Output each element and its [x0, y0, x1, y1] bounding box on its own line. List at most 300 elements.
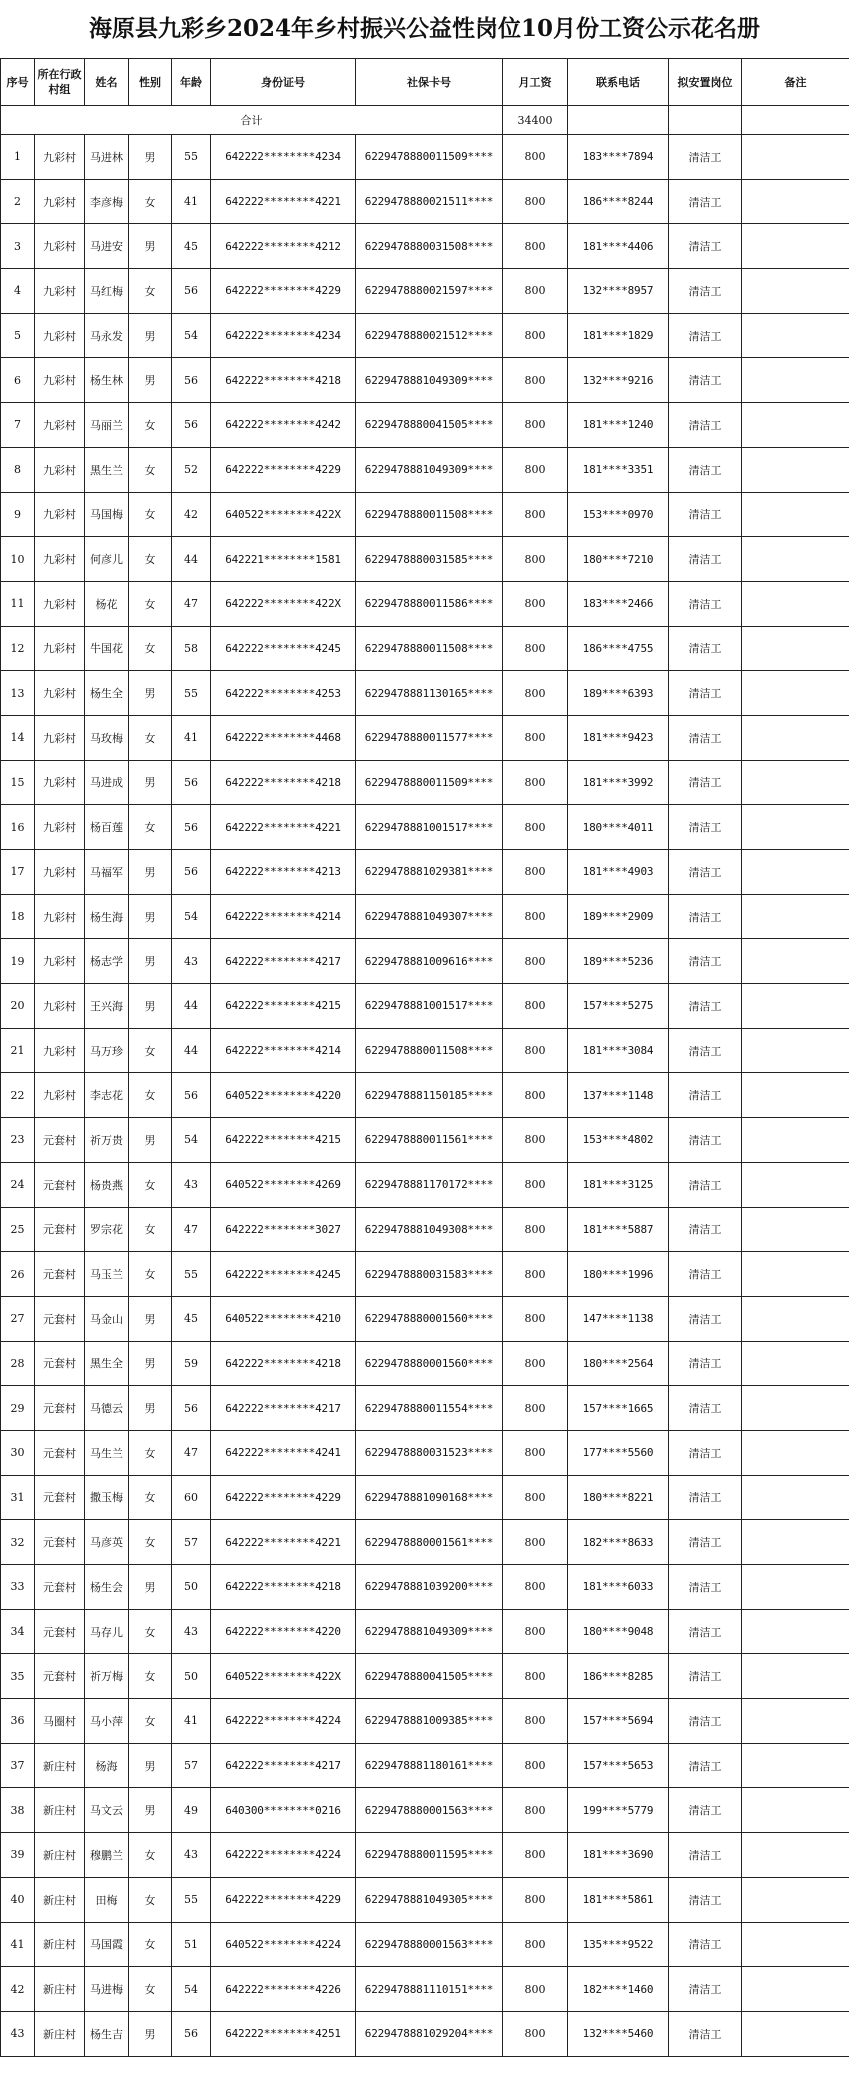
social-card-cell: 6229478880031583**** — [356, 1252, 503, 1297]
name-cell: 马福军 — [85, 850, 129, 895]
age-cell: 56 — [172, 269, 211, 314]
name-cell: 杨花 — [85, 581, 129, 626]
remark-cell — [742, 1118, 849, 1163]
social-card-cell: 6229478881009385**** — [356, 1699, 503, 1744]
age-cell: 54 — [172, 1118, 211, 1163]
id-number-cell: 642222********3027 — [211, 1207, 356, 1252]
index-cell: 30 — [1, 1430, 35, 1475]
summary-label: 合计 — [1, 106, 503, 135]
position-cell: 清洁工 — [669, 135, 742, 180]
id-number-cell: 642222********4245 — [211, 1252, 356, 1297]
village-cell: 九彩村 — [35, 939, 85, 984]
age-cell: 44 — [172, 984, 211, 1029]
remark-cell — [742, 1743, 849, 1788]
roster-table — [0, 58, 849, 2057]
index-cell: 16 — [1, 805, 35, 850]
index-cell: 25 — [1, 1207, 35, 1252]
table-row — [1, 626, 849, 671]
name-cell: 黑生全 — [85, 1341, 129, 1386]
social-card-cell: 6229478881049307**** — [356, 894, 503, 939]
remark-cell — [742, 135, 849, 180]
index-cell: 21 — [1, 1028, 35, 1073]
id-number-cell: 642222********4224 — [211, 1699, 356, 1744]
gender-cell: 女 — [129, 1833, 172, 1878]
village-cell: 元套村 — [35, 1386, 85, 1431]
social-card-cell: 6229478881130165**** — [356, 671, 503, 716]
header-cell: 月工资 — [503, 59, 568, 106]
village-cell: 九彩村 — [35, 1028, 85, 1073]
age-cell: 54 — [172, 313, 211, 358]
salary-cell: 800 — [503, 358, 568, 403]
name-cell: 杨志学 — [85, 939, 129, 984]
village-cell: 九彩村 — [35, 403, 85, 448]
position-cell: 清洁工 — [669, 894, 742, 939]
position-cell: 清洁工 — [669, 1520, 742, 1565]
remark-cell — [742, 224, 849, 269]
social-card-cell: 6229478880011508**** — [356, 626, 503, 671]
id-number-cell: 642222********4217 — [211, 1743, 356, 1788]
social-card-cell: 6229478880011509**** — [356, 760, 503, 805]
remark-cell — [742, 1073, 849, 1118]
position-cell: 清洁工 — [669, 1296, 742, 1341]
index-cell: 7 — [1, 403, 35, 448]
table-row — [1, 715, 849, 760]
remark-cell — [742, 1162, 849, 1207]
position-cell: 清洁工 — [669, 358, 742, 403]
salary-cell: 800 — [503, 1877, 568, 1922]
gender-cell: 男 — [129, 2011, 172, 2056]
name-cell: 祈万梅 — [85, 1654, 129, 1699]
gender-cell: 女 — [129, 581, 172, 626]
salary-cell: 800 — [503, 2011, 568, 2056]
name-cell: 马小萍 — [85, 1699, 129, 1744]
phone-cell: 157****1665 — [568, 1386, 669, 1431]
gender-cell: 女 — [129, 1073, 172, 1118]
table-row — [1, 581, 849, 626]
village-cell: 九彩村 — [35, 805, 85, 850]
gender-cell: 男 — [129, 1296, 172, 1341]
id-number-cell: 642222********4218 — [211, 760, 356, 805]
table-row — [1, 1609, 849, 1654]
gender-cell: 女 — [129, 1967, 172, 2012]
id-number-cell: 642222********4468 — [211, 715, 356, 760]
age-cell: 43 — [172, 939, 211, 984]
name-cell: 杨生全 — [85, 671, 129, 716]
position-cell: 清洁工 — [669, 939, 742, 984]
gender-cell: 女 — [129, 1520, 172, 1565]
village-cell: 元套村 — [35, 1565, 85, 1610]
phone-cell: 180****8221 — [568, 1475, 669, 1520]
village-cell: 九彩村 — [35, 447, 85, 492]
gender-cell: 女 — [129, 1162, 172, 1207]
id-number-cell: 640300********0216 — [211, 1788, 356, 1833]
gender-cell: 男 — [129, 984, 172, 1029]
gender-cell: 女 — [129, 1430, 172, 1475]
phone-cell: 181****5887 — [568, 1207, 669, 1252]
position-cell: 清洁工 — [669, 2011, 742, 2056]
table-row — [1, 179, 849, 224]
remark-cell — [742, 313, 849, 358]
remark-cell — [742, 403, 849, 448]
salary-cell: 800 — [503, 492, 568, 537]
name-cell: 马生兰 — [85, 1430, 129, 1475]
position-cell: 清洁工 — [669, 1162, 742, 1207]
position-cell: 清洁工 — [669, 1833, 742, 1878]
gender-cell: 男 — [129, 939, 172, 984]
index-cell: 35 — [1, 1654, 35, 1699]
index-cell: 9 — [1, 492, 35, 537]
village-cell: 九彩村 — [35, 671, 85, 716]
salary-cell: 800 — [503, 1028, 568, 1073]
table-row — [1, 1430, 849, 1475]
position-cell: 清洁工 — [669, 1386, 742, 1431]
social-card-cell: 6229478881049309**** — [356, 447, 503, 492]
name-cell: 李志花 — [85, 1073, 129, 1118]
id-number-cell: 642222********4215 — [211, 1118, 356, 1163]
salary-cell: 800 — [503, 135, 568, 180]
name-cell: 杨生林 — [85, 358, 129, 403]
age-cell: 56 — [172, 1386, 211, 1431]
table-row — [1, 1922, 849, 1967]
name-cell: 杨生会 — [85, 1565, 129, 1610]
age-cell: 55 — [172, 671, 211, 716]
id-number-cell: 642222********4217 — [211, 939, 356, 984]
gender-cell: 男 — [129, 224, 172, 269]
social-card-cell: 6229478880001563**** — [356, 1788, 503, 1833]
age-cell: 50 — [172, 1654, 211, 1699]
village-cell: 元套村 — [35, 1475, 85, 1520]
remark-cell — [742, 492, 849, 537]
summary-empty — [742, 106, 849, 135]
phone-cell: 153****0970 — [568, 492, 669, 537]
table-row — [1, 2011, 849, 2056]
table-row — [1, 1520, 849, 1565]
remark-cell — [742, 1386, 849, 1431]
name-cell: 杨生吉 — [85, 2011, 129, 2056]
phone-cell: 183****2466 — [568, 581, 669, 626]
position-cell: 清洁工 — [669, 1207, 742, 1252]
village-cell: 新庄村 — [35, 1788, 85, 1833]
id-number-cell: 642222********4234 — [211, 135, 356, 180]
id-number-cell: 640522********4269 — [211, 1162, 356, 1207]
gender-cell: 女 — [129, 715, 172, 760]
table-row — [1, 1118, 849, 1163]
salary-cell: 800 — [503, 760, 568, 805]
name-cell: 马玉兰 — [85, 1252, 129, 1297]
phone-cell: 181****9423 — [568, 715, 669, 760]
salary-cell: 800 — [503, 1430, 568, 1475]
name-cell: 马进安 — [85, 224, 129, 269]
position-cell: 清洁工 — [669, 760, 742, 805]
phone-cell: 181****3351 — [568, 447, 669, 492]
village-cell: 新庄村 — [35, 1743, 85, 1788]
position-cell: 清洁工 — [669, 1430, 742, 1475]
village-cell: 九彩村 — [35, 537, 85, 582]
index-cell: 32 — [1, 1520, 35, 1565]
name-cell: 马存儿 — [85, 1609, 129, 1654]
age-cell: 45 — [172, 1296, 211, 1341]
phone-cell: 180****4011 — [568, 805, 669, 850]
phone-cell: 135****9522 — [568, 1922, 669, 1967]
id-number-cell: 642222********4229 — [211, 447, 356, 492]
id-number-cell: 642222********4251 — [211, 2011, 356, 2056]
phone-cell: 132****8957 — [568, 269, 669, 314]
gender-cell: 男 — [129, 358, 172, 403]
phone-cell: 147****1138 — [568, 1296, 669, 1341]
village-cell: 元套村 — [35, 1654, 85, 1699]
position-cell: 清洁工 — [669, 1922, 742, 1967]
gender-cell: 男 — [129, 1118, 172, 1163]
table-row — [1, 358, 849, 403]
salary-cell: 800 — [503, 224, 568, 269]
remark-cell — [742, 1877, 849, 1922]
gender-cell: 女 — [129, 492, 172, 537]
salary-cell: 800 — [503, 269, 568, 314]
name-cell: 黑生兰 — [85, 447, 129, 492]
name-cell: 杨百莲 — [85, 805, 129, 850]
position-cell: 清洁工 — [669, 984, 742, 1029]
header-cell: 序号 — [1, 59, 35, 106]
remark-cell — [742, 1296, 849, 1341]
gender-cell: 男 — [129, 1565, 172, 1610]
position-cell: 清洁工 — [669, 850, 742, 895]
name-cell: 何彦儿 — [85, 537, 129, 582]
village-cell: 新庄村 — [35, 1877, 85, 1922]
social-card-cell: 6229478880031508**** — [356, 224, 503, 269]
phone-cell: 181****6033 — [568, 1565, 669, 1610]
village-cell: 九彩村 — [35, 492, 85, 537]
phone-cell: 182****1460 — [568, 1967, 669, 2012]
table-row — [1, 984, 849, 1029]
id-number-cell: 642222********4217 — [211, 1386, 356, 1431]
gender-cell: 女 — [129, 537, 172, 582]
position-cell: 清洁工 — [669, 224, 742, 269]
id-number-cell: 642222********4218 — [211, 1565, 356, 1610]
position-cell: 清洁工 — [669, 626, 742, 671]
phone-cell: 180****1996 — [568, 1252, 669, 1297]
id-number-cell: 642222********422X — [211, 581, 356, 626]
phone-cell: 137****1148 — [568, 1073, 669, 1118]
phone-cell: 181****1240 — [568, 403, 669, 448]
salary-cell: 800 — [503, 1073, 568, 1118]
table-row — [1, 1654, 849, 1699]
index-cell: 2 — [1, 179, 35, 224]
social-card-cell: 6229478881049309**** — [356, 358, 503, 403]
index-cell: 24 — [1, 1162, 35, 1207]
id-number-cell: 642222********4218 — [211, 358, 356, 403]
table-row — [1, 313, 849, 358]
index-cell: 12 — [1, 626, 35, 671]
index-cell: 22 — [1, 1073, 35, 1118]
table-row — [1, 1296, 849, 1341]
table-row — [1, 671, 849, 716]
village-cell: 九彩村 — [35, 984, 85, 1029]
social-card-cell: 6229478880041505**** — [356, 403, 503, 448]
village-cell: 马圈村 — [35, 1699, 85, 1744]
age-cell: 50 — [172, 1565, 211, 1610]
index-cell: 41 — [1, 1922, 35, 1967]
social-card-cell: 6229478881039200**** — [356, 1565, 503, 1610]
salary-cell: 800 — [503, 1520, 568, 1565]
phone-cell: 157****5275 — [568, 984, 669, 1029]
id-number-cell: 642222********4253 — [211, 671, 356, 716]
remark-cell — [742, 850, 849, 895]
table-row — [1, 1162, 849, 1207]
phone-cell: 157****5653 — [568, 1743, 669, 1788]
social-card-cell: 6229478880001560**** — [356, 1341, 503, 1386]
salary-cell: 800 — [503, 984, 568, 1029]
index-cell: 3 — [1, 224, 35, 269]
position-cell: 清洁工 — [669, 1743, 742, 1788]
table-row — [1, 1386, 849, 1431]
index-cell: 39 — [1, 1833, 35, 1878]
age-cell: 49 — [172, 1788, 211, 1833]
roster-body — [1, 135, 849, 2057]
social-card-cell: 6229478881170172**** — [356, 1162, 503, 1207]
table-row — [1, 1743, 849, 1788]
remark-cell — [742, 1475, 849, 1520]
id-number-cell: 640522********4220 — [211, 1073, 356, 1118]
name-cell: 马红梅 — [85, 269, 129, 314]
index-cell: 40 — [1, 1877, 35, 1922]
name-cell: 罗宗花 — [85, 1207, 129, 1252]
phone-cell: 183****7894 — [568, 135, 669, 180]
salary-cell: 800 — [503, 179, 568, 224]
remark-cell — [742, 1341, 849, 1386]
id-number-cell: 642222********4241 — [211, 1430, 356, 1475]
position-cell: 清洁工 — [669, 1699, 742, 1744]
village-cell: 九彩村 — [35, 850, 85, 895]
village-cell: 九彩村 — [35, 269, 85, 314]
gender-cell: 女 — [129, 1475, 172, 1520]
social-card-cell: 6229478881001517**** — [356, 984, 503, 1029]
salary-cell: 800 — [503, 581, 568, 626]
gender-cell: 女 — [129, 447, 172, 492]
header-cell: 性别 — [129, 59, 172, 106]
social-card-cell: 6229478881110151**** — [356, 1967, 503, 2012]
age-cell: 57 — [172, 1743, 211, 1788]
salary-cell: 800 — [503, 1296, 568, 1341]
phone-cell: 186****4755 — [568, 626, 669, 671]
phone-cell: 153****4802 — [568, 1118, 669, 1163]
index-cell: 42 — [1, 1967, 35, 2012]
village-cell: 九彩村 — [35, 179, 85, 224]
index-cell: 23 — [1, 1118, 35, 1163]
id-number-cell: 640522********4224 — [211, 1922, 356, 1967]
social-card-cell: 6229478880021511**** — [356, 179, 503, 224]
gender-cell: 男 — [129, 135, 172, 180]
position-cell: 清洁工 — [669, 1073, 742, 1118]
social-card-cell: 6229478881150185**** — [356, 1073, 503, 1118]
index-cell: 15 — [1, 760, 35, 805]
village-cell: 九彩村 — [35, 1073, 85, 1118]
village-cell: 新庄村 — [35, 2011, 85, 2056]
name-cell: 马进成 — [85, 760, 129, 805]
header-cell: 拟安置岗位 — [669, 59, 742, 106]
social-card-cell: 6229478880031523**** — [356, 1430, 503, 1475]
gender-cell: 女 — [129, 805, 172, 850]
header-cell: 姓名 — [85, 59, 129, 106]
social-card-cell: 6229478881049305**** — [356, 1877, 503, 1922]
age-cell: 57 — [172, 1520, 211, 1565]
remark-cell — [742, 1565, 849, 1610]
age-cell: 55 — [172, 1252, 211, 1297]
social-card-cell: 6229478880021512**** — [356, 313, 503, 358]
name-cell: 李彦梅 — [85, 179, 129, 224]
remark-cell — [742, 894, 849, 939]
table-row — [1, 1028, 849, 1073]
name-cell: 马玫梅 — [85, 715, 129, 760]
id-number-cell: 642222********4229 — [211, 1475, 356, 1520]
social-card-cell: 6229478880001561**** — [356, 1520, 503, 1565]
position-cell: 清洁工 — [669, 403, 742, 448]
table-row — [1, 1967, 849, 2012]
table-row — [1, 224, 849, 269]
name-cell: 马金山 — [85, 1296, 129, 1341]
id-number-cell: 640522********4210 — [211, 1296, 356, 1341]
name-cell: 杨海 — [85, 1743, 129, 1788]
remark-cell — [742, 1609, 849, 1654]
village-cell: 元套村 — [35, 1162, 85, 1207]
phone-cell: 180****9048 — [568, 1609, 669, 1654]
salary-cell: 800 — [503, 1162, 568, 1207]
index-cell: 11 — [1, 581, 35, 626]
position-cell: 清洁工 — [669, 1565, 742, 1610]
salary-cell: 800 — [503, 1118, 568, 1163]
salary-cell: 800 — [503, 1609, 568, 1654]
social-card-cell: 6229478880031585**** — [356, 537, 503, 582]
position-cell: 清洁工 — [669, 1341, 742, 1386]
id-number-cell: 642222********4242 — [211, 403, 356, 448]
phone-cell: 132****9216 — [568, 358, 669, 403]
salary-cell: 800 — [503, 1475, 568, 1520]
age-cell: 56 — [172, 358, 211, 403]
name-cell: 穆鹏兰 — [85, 1833, 129, 1878]
index-cell: 6 — [1, 358, 35, 403]
remark-cell — [742, 581, 849, 626]
summary-row — [1, 106, 849, 135]
gender-cell: 男 — [129, 760, 172, 805]
name-cell: 杨贵燕 — [85, 1162, 129, 1207]
salary-cell: 800 — [503, 1788, 568, 1833]
village-cell: 九彩村 — [35, 760, 85, 805]
age-cell: 41 — [172, 715, 211, 760]
gender-cell: 女 — [129, 1922, 172, 1967]
salary-cell: 800 — [503, 1967, 568, 2012]
village-cell: 九彩村 — [35, 626, 85, 671]
village-cell: 元套村 — [35, 1609, 85, 1654]
gender-cell: 女 — [129, 1877, 172, 1922]
index-cell: 10 — [1, 537, 35, 582]
id-number-cell: 642222********4221 — [211, 1520, 356, 1565]
name-cell: 马文云 — [85, 1788, 129, 1833]
social-card-cell: 6229478881009616**** — [356, 939, 503, 984]
table-row — [1, 1207, 849, 1252]
name-cell: 马国霞 — [85, 1922, 129, 1967]
remark-cell — [742, 939, 849, 984]
name-cell: 撒玉梅 — [85, 1475, 129, 1520]
id-number-cell: 642222********4229 — [211, 269, 356, 314]
gender-cell: 女 — [129, 626, 172, 671]
age-cell: 56 — [172, 760, 211, 805]
salary-cell: 800 — [503, 1207, 568, 1252]
phone-cell: 189****2909 — [568, 894, 669, 939]
id-number-cell: 642222********4214 — [211, 894, 356, 939]
name-cell: 马进梅 — [85, 1967, 129, 2012]
id-number-cell: 642222********4214 — [211, 1028, 356, 1073]
table-row — [1, 537, 849, 582]
gender-cell: 女 — [129, 1609, 172, 1654]
